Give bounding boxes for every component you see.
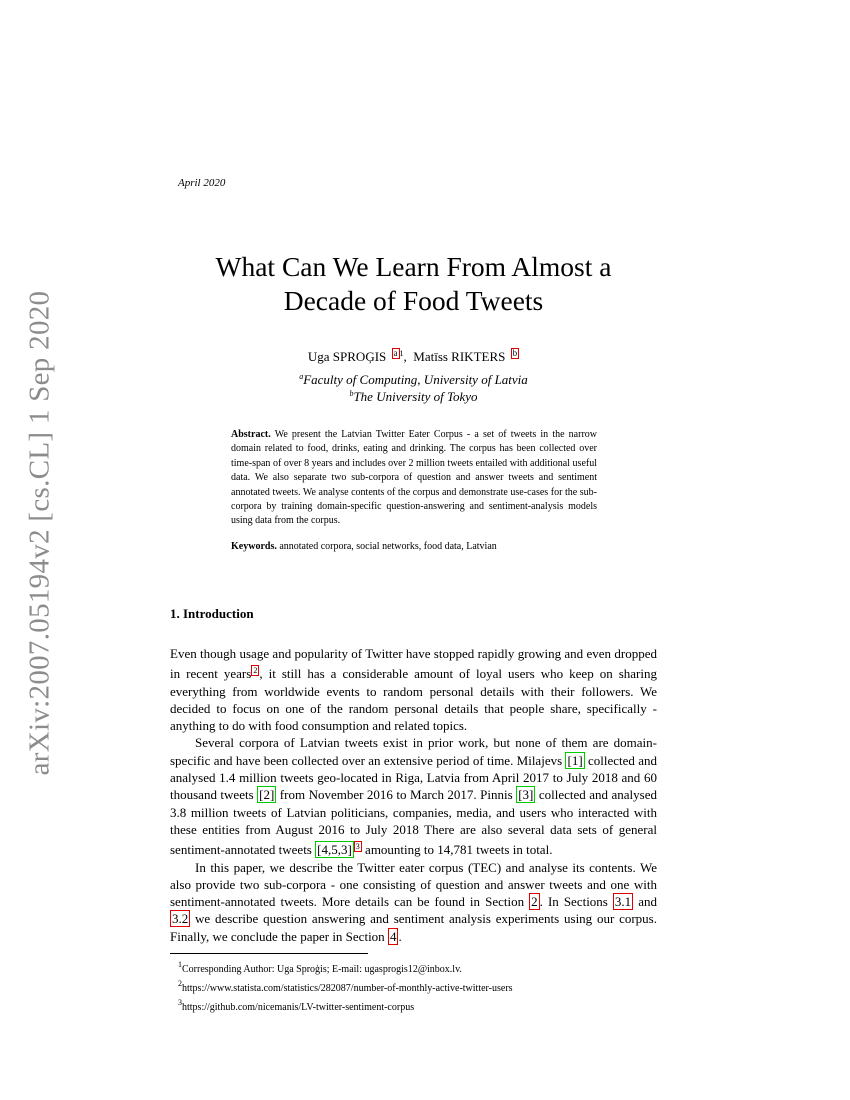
paragraph-text: amounting to 14,781 tweets in total. (361, 842, 553, 858)
affiliation-link[interactable]: b (512, 348, 518, 358)
section-link[interactable]: 3.2 (172, 911, 189, 927)
title-line-1: What Can We Learn From Almost a (215, 251, 612, 282)
citation-link[interactable]: [3] (518, 787, 534, 803)
paragraph-text: collected and analysed 3.8 million tweets of Latvian politicians, companies, media, and users who interacted with these entities from August 2016 to July 2018 There are also several data sets of general sentiment-annotated tweets (170, 787, 657, 858)
affiliation-a (170, 372, 657, 388)
affiliation-text: The University of Tokyo (353, 389, 478, 404)
affiliation-link[interactable]: a (393, 348, 398, 358)
section-link[interactable]: 3.1 (614, 894, 632, 910)
footnote (178, 958, 513, 977)
citation-link[interactable]: [1] (567, 752, 583, 768)
author-name: Matīss RIKTERS (413, 349, 506, 364)
footnote-divider (170, 953, 368, 954)
paragraph-text: In this paper, we describe the Twitter eater corpus (TEC) and analyse its contents. We also provide two sub-corpora - one consisting of question and answer tweets and one with sentiment-annotated tweets. More details can be found in Section (170, 859, 657, 910)
footnote-url[interactable]: https://www.statista.com/statistics/282087/number-of-monthly-active-twitter-users (182, 983, 513, 995)
keywords-label: Keywords. (231, 541, 277, 552)
abstract-text: We present the Latvian Twitter Eater Corpus - a set of tweets in the narrow domain related to food, drinks, eating and drinking. The corpus has been collected over time-span of over 8 years and includes over 2 million tweets entailed with additional useful data. We also separate two sub-corpora of question and answer tweets and sentiment annotated tweets. We analyse contents of the corpus and demonstrate use-cases for the sub-corpora by training domain-specific question-answering and sentiment-analysis models using data from the corpus. (231, 429, 597, 527)
paragraph (170, 645, 657, 734)
footnote-url[interactable]: https://github.com/nicemanis/LV-twitter-sentiment-corpus (182, 1002, 415, 1014)
paragraph-text: from November 2016 to March 2017. Pinnis (276, 787, 517, 803)
affiliation-b (170, 389, 657, 405)
publication-date: April 2020 (178, 177, 226, 189)
footnotes (178, 958, 513, 1016)
paragraph-text: Several corpora of Latvian tweets exist in prior work, but none of them are domain-specific and have been collected over an extensive period of time. Milajevs (170, 735, 657, 768)
footnote-link[interactable]: 3 (355, 842, 360, 852)
citation-link[interactable]: [4,5,3] (317, 842, 352, 858)
citation-link[interactable]: [2] (259, 787, 275, 803)
footnote (178, 996, 513, 1015)
footnote-mark: 1 (399, 349, 404, 358)
footnote-number: 3 (178, 998, 182, 1008)
section-link[interactable]: 4 (389, 928, 397, 944)
footnote (178, 977, 513, 996)
arxiv-sidebar-stamp (20, 290, 60, 776)
paragraph (170, 734, 657, 858)
affiliation-text: Faculty of Computing, University of Latvia (303, 372, 528, 387)
section-heading: 1. Introduction (170, 606, 254, 621)
keywords-text: annotated corpora, social networks, food data, Latvian (279, 541, 497, 552)
title-line-2: Decade of Food Tweets (283, 285, 544, 316)
abstract (231, 428, 597, 529)
footnote-text: Corresponding Author: Uga Sproģis; E-mail: ugasprogis12@inbox.lv. (182, 964, 462, 975)
paragraph-text: and (633, 894, 657, 910)
paper-title (170, 250, 657, 318)
paragraph-text: , it still has a considerable amount of loyal users who keep on sharing everything from worldwide events to random personal details with their followers. We decided to focus on one of the random personal details that people share, specifically - anything to do with food consumption and related topics. (170, 666, 657, 734)
author-list (170, 348, 657, 365)
footnote-link[interactable]: 2 (253, 666, 258, 676)
paragraph-text: we describe question answering and sentiment analysis experiments using our corpus. Finally, we conclude the paper in Section (170, 911, 657, 944)
abstract-label: Abstract. (231, 429, 271, 440)
author-separator: , (403, 349, 407, 364)
keywords (231, 541, 597, 552)
paragraph-text: . (398, 928, 402, 944)
paragraph-text: Even though usage and popularity of Twitter have stopped rapidly growing and even dropped in recent years (170, 646, 657, 682)
section-link[interactable]: 2 (531, 894, 538, 910)
author-name: Uga SPROĢIS (307, 349, 387, 364)
paragraph-text: collected and analysed 1.4 million tweets geo-located in Riga, Latvia from April 2017 to July 2018 and 60 thousand tweets (170, 752, 657, 803)
section-body (170, 645, 657, 945)
paragraph (170, 859, 657, 945)
footnote-number: 1 (178, 960, 182, 969)
arxiv-identifier: arXiv:2007.05194v2 [cs.CL] 1 Sep 2020 (23, 290, 56, 776)
affiliation-mark: a (299, 372, 304, 381)
footnote-number: 2 (178, 979, 182, 989)
affiliation-mark: b (349, 389, 354, 398)
paragraph-text: . In Sections (539, 894, 613, 910)
